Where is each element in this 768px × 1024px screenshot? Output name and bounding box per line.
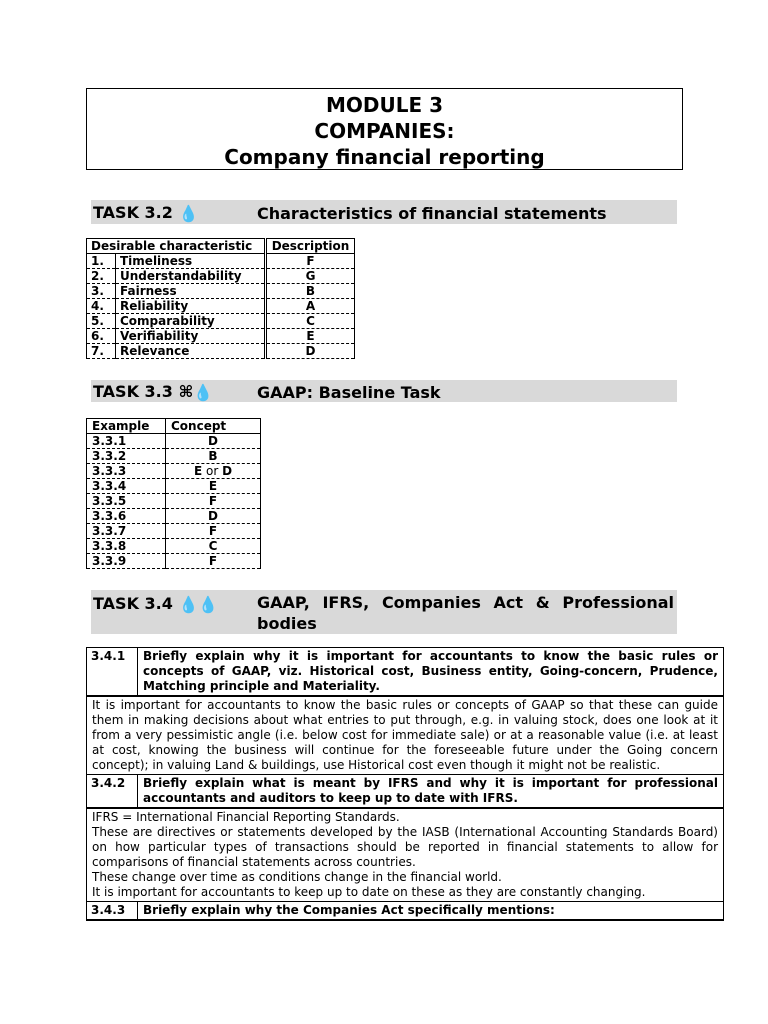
task-3-2-header	[91, 200, 677, 224]
module-subject: COMPANIES:	[314, 119, 455, 143]
table-row: 3.3.5 F	[87, 494, 261, 509]
question-number: 3.4.1	[87, 648, 138, 697]
table-row: 3. Fairness B	[87, 284, 355, 299]
module-topic: Company financial reporting	[224, 145, 545, 169]
table-row: 5. Comparability C	[87, 314, 355, 329]
answer-row	[87, 808, 724, 902]
question-row	[87, 775, 724, 809]
question-text: Briefly explain why it is important for accountants to know the basic rules or concepts of GAAP, viz. Historical cost, Business entity, Going-concern, Prudence, Matching principle and Materiality.	[138, 648, 724, 697]
table-header: Concept	[166, 419, 261, 434]
table-row: 7. Relevance D	[87, 344, 355, 359]
table-row: 4. Reliability A	[87, 299, 355, 314]
table-row: 3.3.8 C	[87, 539, 261, 554]
question-row	[87, 648, 724, 697]
answer-row	[87, 696, 724, 775]
task-3-3-label: TASK 3.3 ⌘	[93, 382, 194, 401]
drop-icon: 💧	[178, 595, 199, 614]
table-row: 1. Timeliness F	[87, 254, 355, 269]
answer-text: IFRS = International Financial Reporting Standards. These are directives or statements developed by the IASB (International Accounting Standards Board) on how particular types of transactions should be reported in financial statements to allow for comparisons of financial statements across countries. These change over time as conditions change in the financial world. It is important for accountants to keep up to date on these as they are constantly changing.	[87, 808, 724, 902]
drop-icon: 💧	[198, 595, 219, 614]
drop-icon: 💧	[193, 383, 214, 402]
table-row: 3.3.6 D	[87, 509, 261, 524]
question-number: 3.4.3	[87, 902, 138, 921]
table-row: 3.3.7 F	[87, 524, 261, 539]
question-text: Briefly explain what is meant by IFRS and why it is important for professional accountants and auditors to keep up to date with IFRS.	[138, 775, 724, 809]
table-row: 6. Verifiability E	[87, 329, 355, 344]
table-row: 3.3.4 E	[87, 479, 261, 494]
task-3-2-label: TASK 3.2	[93, 203, 173, 222]
table-row: 3.3.3 E or D	[87, 464, 261, 479]
table-row: 3.3.1 D	[87, 434, 261, 449]
table-header: Description	[266, 239, 355, 254]
table-header: Example	[87, 419, 166, 434]
gaap-concept-table	[86, 418, 261, 569]
module-title-box	[86, 88, 683, 170]
question-number: 3.4.2	[87, 775, 138, 809]
table-row: 2. Understandability G	[87, 269, 355, 284]
task-3-3-title: GAAP: Baseline Task	[257, 383, 441, 402]
table-row: 3.3.9 F	[87, 554, 261, 569]
task-3-3-header	[91, 380, 677, 402]
task-3-4-label: TASK 3.4	[93, 594, 173, 613]
task-3-4-title: GAAP, IFRS, Companies Act & Professional bodies	[257, 593, 674, 633]
table-row: 3.3.2 B	[87, 449, 261, 464]
module-number: MODULE 3	[325, 93, 444, 117]
task-3-2-title: Characteristics of financial statements	[257, 204, 607, 223]
task-3-4-header	[91, 590, 677, 634]
characteristics-table	[86, 238, 355, 359]
question-answer-table	[86, 647, 724, 921]
table-header: Desirable characteristic	[87, 239, 266, 254]
question-text: Briefly explain why the Companies Act specifically mentions:	[138, 902, 724, 921]
answer-text: It is important for accountants to know the basic rules or concepts of GAAP so that these can guide them in making decisions about what entries to put through, e.g. in valuing stock, does one look at it from a very pessimistic angle (i.e. below cost for immediate sale) or at a reasonable value (i.e. at least at cost, knowing the business will continue for the foreseeable future under the Going concern concept); in valuing Land & buildings, use Historical cost even though it might not be realistic.	[87, 696, 724, 775]
drop-icon: 💧	[178, 204, 199, 223]
question-row	[87, 902, 724, 921]
